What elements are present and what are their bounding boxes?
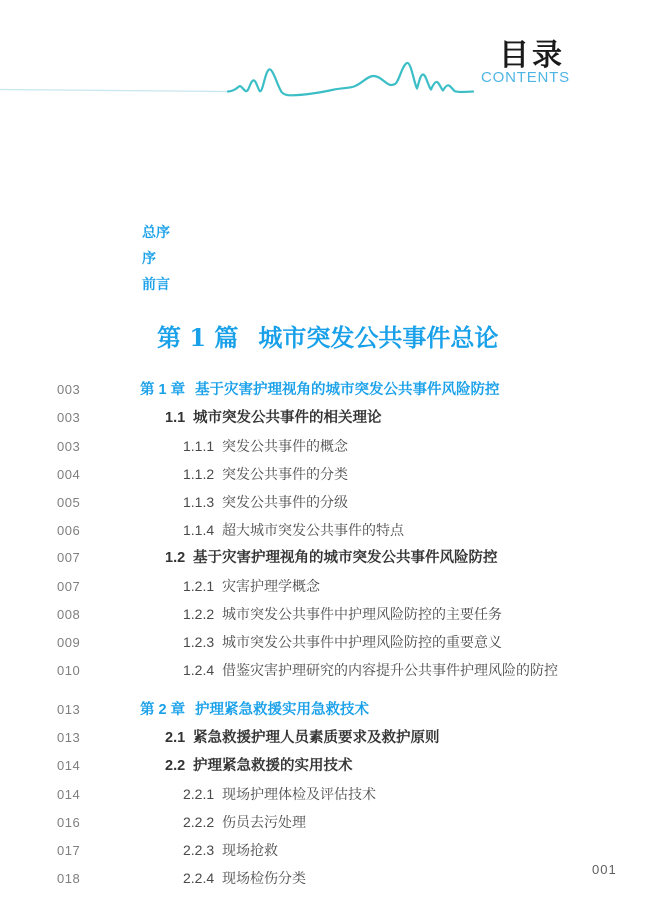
toc-row bbox=[57, 404, 632, 432]
toc-entry-number: 1.2.4 bbox=[183, 662, 215, 678]
toc-row bbox=[57, 780, 632, 808]
toc-entry-number: 1.1.2 bbox=[183, 466, 215, 482]
toc-page-number: 016 bbox=[57, 815, 81, 830]
toc-page-number: 007 bbox=[57, 550, 81, 565]
toc-entry-number: 1.2.3 bbox=[183, 634, 215, 650]
toc-page-number: 014 bbox=[57, 758, 81, 773]
toc-page-number: 006 bbox=[57, 523, 81, 538]
front-matter-item: 前言 bbox=[142, 276, 170, 292]
toc-entry-number: 第 1 章 bbox=[140, 382, 186, 398]
toc-row bbox=[57, 460, 632, 488]
toc-page-number: 007 bbox=[57, 579, 81, 594]
toc-row bbox=[57, 432, 632, 460]
toc-row bbox=[57, 628, 632, 656]
front-matter-item: 序 bbox=[142, 250, 156, 266]
toc-entry-number: 2.2.1 bbox=[183, 786, 215, 802]
part-number: 第 1 篇 bbox=[157, 323, 239, 352]
toc-entry-number: 第 2 章 bbox=[140, 702, 186, 718]
toc-entry-title: 突发公共事件的概念 bbox=[222, 438, 348, 454]
toc-row bbox=[57, 544, 632, 572]
toc-row bbox=[57, 516, 632, 544]
toc-entry-title: 护理紧急救援实用急救技术 bbox=[195, 702, 369, 718]
toc-page-number: 003 bbox=[57, 410, 81, 425]
toc-entry-number: 1.2 bbox=[165, 550, 186, 566]
toc-entry-number: 2.2.2 bbox=[183, 814, 215, 830]
part-title: 城市突发公共事件总论 bbox=[258, 323, 499, 352]
toc-page-number: 013 bbox=[57, 730, 81, 745]
toc-row bbox=[57, 656, 632, 684]
toc-row bbox=[57, 724, 632, 752]
toc-row bbox=[57, 600, 632, 628]
toc-entry-number: 2.2.3 bbox=[183, 842, 215, 858]
toc-entry-title: 城市突发公共事件中护理风险防控的主要任务 bbox=[222, 606, 502, 622]
toc-page-number: 008 bbox=[57, 607, 81, 622]
toc-row bbox=[57, 808, 632, 836]
toc-entry-number: 1.1.3 bbox=[183, 494, 215, 510]
toc-entry-title: 城市突发公共事件的相关理论 bbox=[193, 410, 382, 426]
toc-entry-title: 伤员去污处理 bbox=[222, 814, 306, 830]
toc-row bbox=[57, 572, 632, 600]
toc-entry-title: 紧急救援护理人员素质要求及救护原则 bbox=[193, 730, 440, 746]
toc-page-number: 005 bbox=[57, 495, 81, 510]
toc-entry-number: 2.1 bbox=[165, 730, 186, 746]
toc-entry-title: 护理紧急救援的实用技术 bbox=[193, 758, 353, 774]
toc-entry-title: 现场护理体检及评估技术 bbox=[222, 786, 376, 802]
toc-entry-number: 2.2.4 bbox=[183, 870, 215, 886]
toc-page-number: 014 bbox=[57, 787, 81, 802]
toc-entry-title: 借鉴灾害护理研究的内容提升公共事件护理风险的防控 bbox=[222, 662, 558, 678]
toc-page-number: 018 bbox=[57, 871, 81, 886]
part-heading bbox=[157, 318, 498, 353]
toc-page-number: 013 bbox=[57, 702, 81, 717]
toc-entry-title: 基于灾害护理视角的城市突发公共事件风险防控 bbox=[195, 382, 500, 398]
toc-entry-title: 灾害护理学概念 bbox=[222, 578, 320, 594]
toc-page-number: 010 bbox=[57, 663, 81, 678]
toc-entry-title: 基于灾害护理视角的城市突发公共事件风险防控 bbox=[193, 550, 498, 566]
toc-row bbox=[57, 752, 632, 780]
toc-list bbox=[57, 376, 632, 892]
toc-page-number: 009 bbox=[57, 635, 81, 650]
toc-entry-number: 1.1.1 bbox=[183, 438, 215, 454]
toc-entry-number: 1.1 bbox=[165, 410, 186, 426]
page-title: 目录 bbox=[499, 39, 565, 72]
toc-row bbox=[57, 836, 632, 864]
toc-page-number: 004 bbox=[57, 467, 81, 482]
toc-row bbox=[57, 488, 632, 516]
toc-entry-number: 1.2.2 bbox=[183, 606, 215, 622]
toc-entry-title: 现场抢救 bbox=[222, 842, 278, 858]
toc-entry-number: 1.1.4 bbox=[183, 522, 215, 538]
toc-page-number: 017 bbox=[57, 843, 81, 858]
toc-row bbox=[57, 376, 632, 404]
front-matter-item: 总序 bbox=[142, 224, 170, 240]
front-matter-list bbox=[142, 219, 170, 297]
toc-entry-title: 突发公共事件的分类 bbox=[222, 466, 348, 482]
toc-page-number: 003 bbox=[57, 439, 81, 454]
page-subtitle: CONTENTS bbox=[481, 69, 570, 86]
toc-entry-number: 1.2.1 bbox=[183, 578, 215, 594]
toc-entry-title: 现场检伤分类 bbox=[222, 870, 306, 886]
toc-entry-title: 城市突发公共事件中护理风险防控的重要意义 bbox=[222, 634, 502, 650]
toc-entry-title: 突发公共事件的分级 bbox=[222, 494, 348, 510]
toc-entry-number: 2.2 bbox=[165, 758, 186, 774]
toc-page-number: 003 bbox=[57, 382, 81, 397]
toc-row bbox=[57, 696, 632, 724]
footer-page-number: 001 bbox=[592, 862, 617, 877]
toc-row bbox=[57, 864, 632, 892]
toc-entry-title: 超大城市突发公共事件的特点 bbox=[222, 522, 404, 538]
